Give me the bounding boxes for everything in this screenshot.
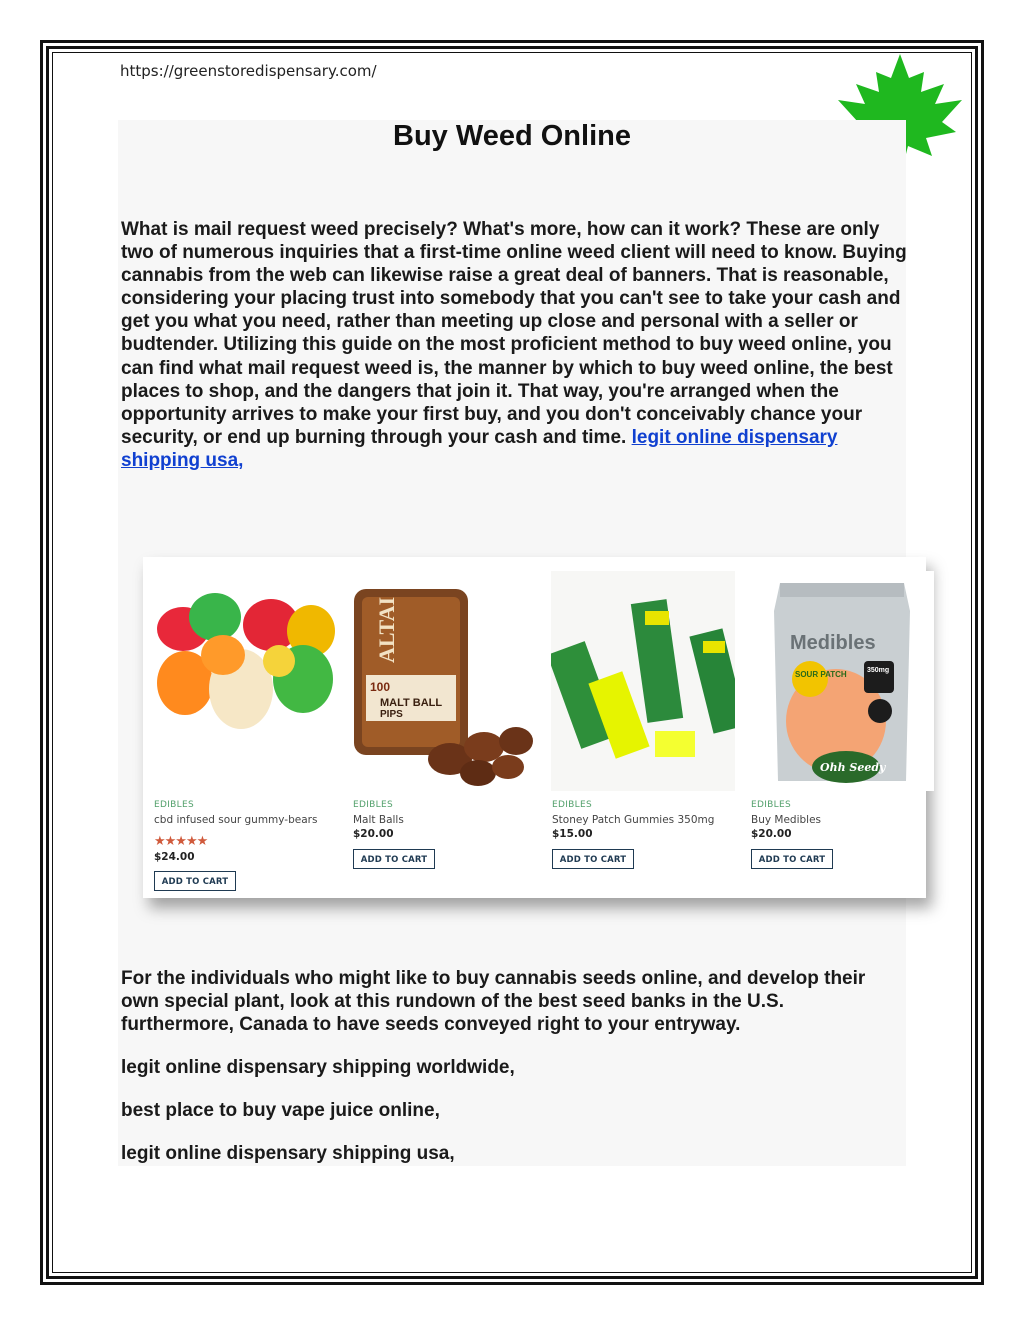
product-price: $15.00 xyxy=(552,828,593,840)
product-category[interactable]: EDIBLES xyxy=(154,800,194,810)
medibles-bag-image[interactable] xyxy=(750,571,934,791)
intro-text: What is mail request weed precisely? What's more, how can it work? These are only two of numerous inquiries that a first-time online weed client will need to know. Buying cannabis from the web can likewise raise a great deal of banners. That is reasonable, considering your placing trust into somebody that you can't see to take your cash and get you what you need, rather than meeting up close and personal with a seller or budtender. Utilizing this guide on the most proficient method to buy weed online, you can find what mail request weed is, the manner by which to buy weed online, the best places to shop, and the dangers that join it. That way, you're arranged when the opportunity arrives to make your first buy, and you don't conceivably chance your security, or end up burning through your cash and time. xyxy=(121,219,907,448)
keyword-line: legit online dispensary shipping usa, xyxy=(121,1143,455,1164)
keyword-line: legit online dispensary shipping worldwide, xyxy=(121,1057,515,1078)
product-price: $20.00 xyxy=(751,828,792,840)
seeds-paragraph: For the individuals who might like to buy cannabis seeds online, and develop their own special plant, look at this rundown of the best seed banks in the U.S. furthermore, Canada to have seeds conveyed right to your entryway. xyxy=(121,968,866,1036)
stoney-patch-packs-image[interactable] xyxy=(551,571,735,791)
product-price: $24.00 xyxy=(154,851,195,863)
intro-paragraph xyxy=(121,218,911,472)
add-to-cart-button[interactable]: ADD TO CART xyxy=(552,849,634,869)
product-name[interactable]: Stoney Patch Gummies 350mg xyxy=(552,814,715,826)
page-title: Buy Weed Online xyxy=(393,120,631,152)
gummy-bears-image[interactable] xyxy=(153,571,337,791)
malt-balls-tin-image[interactable] xyxy=(352,571,536,791)
add-to-cart-button[interactable]: ADD TO CART xyxy=(154,871,236,891)
add-to-cart-button[interactable]: ADD TO CART xyxy=(353,849,435,869)
product-grid xyxy=(143,557,926,898)
tin-count-text: 100 xyxy=(370,680,391,694)
bag-sticker-text: SOUR PATCH xyxy=(795,670,847,679)
product-category[interactable]: EDIBLES xyxy=(353,800,393,810)
product-name[interactable]: Buy Medibles xyxy=(751,814,822,826)
tin-label-text: MALT BALL xyxy=(380,697,443,709)
product-price: $20.00 xyxy=(353,828,394,840)
product-name[interactable]: Malt Balls xyxy=(353,814,404,826)
product-rating: ★★★★★ xyxy=(154,833,208,848)
bag-mg-text: 350mg xyxy=(867,667,890,674)
tin-brand-text: ALTAI xyxy=(374,596,399,663)
bag-script-text: Ohh Seedy xyxy=(820,761,886,774)
dispensary-link[interactable]: legit online dispensary shipping usa, xyxy=(121,426,838,471)
add-to-cart-button[interactable]: ADD TO CART xyxy=(751,849,833,869)
product-category[interactable]: EDIBLES xyxy=(552,800,592,810)
product-name[interactable]: cbd infused sour gummy-bears xyxy=(154,814,318,826)
keyword-line: best place to buy vape juice online, xyxy=(121,1100,440,1121)
product-category[interactable]: EDIBLES xyxy=(751,800,791,810)
header-url: https://greenstoredispensary.com/ xyxy=(120,62,377,80)
tin-sub-text: PIPS xyxy=(380,709,403,720)
bag-brand-text: Medibles xyxy=(790,632,876,654)
